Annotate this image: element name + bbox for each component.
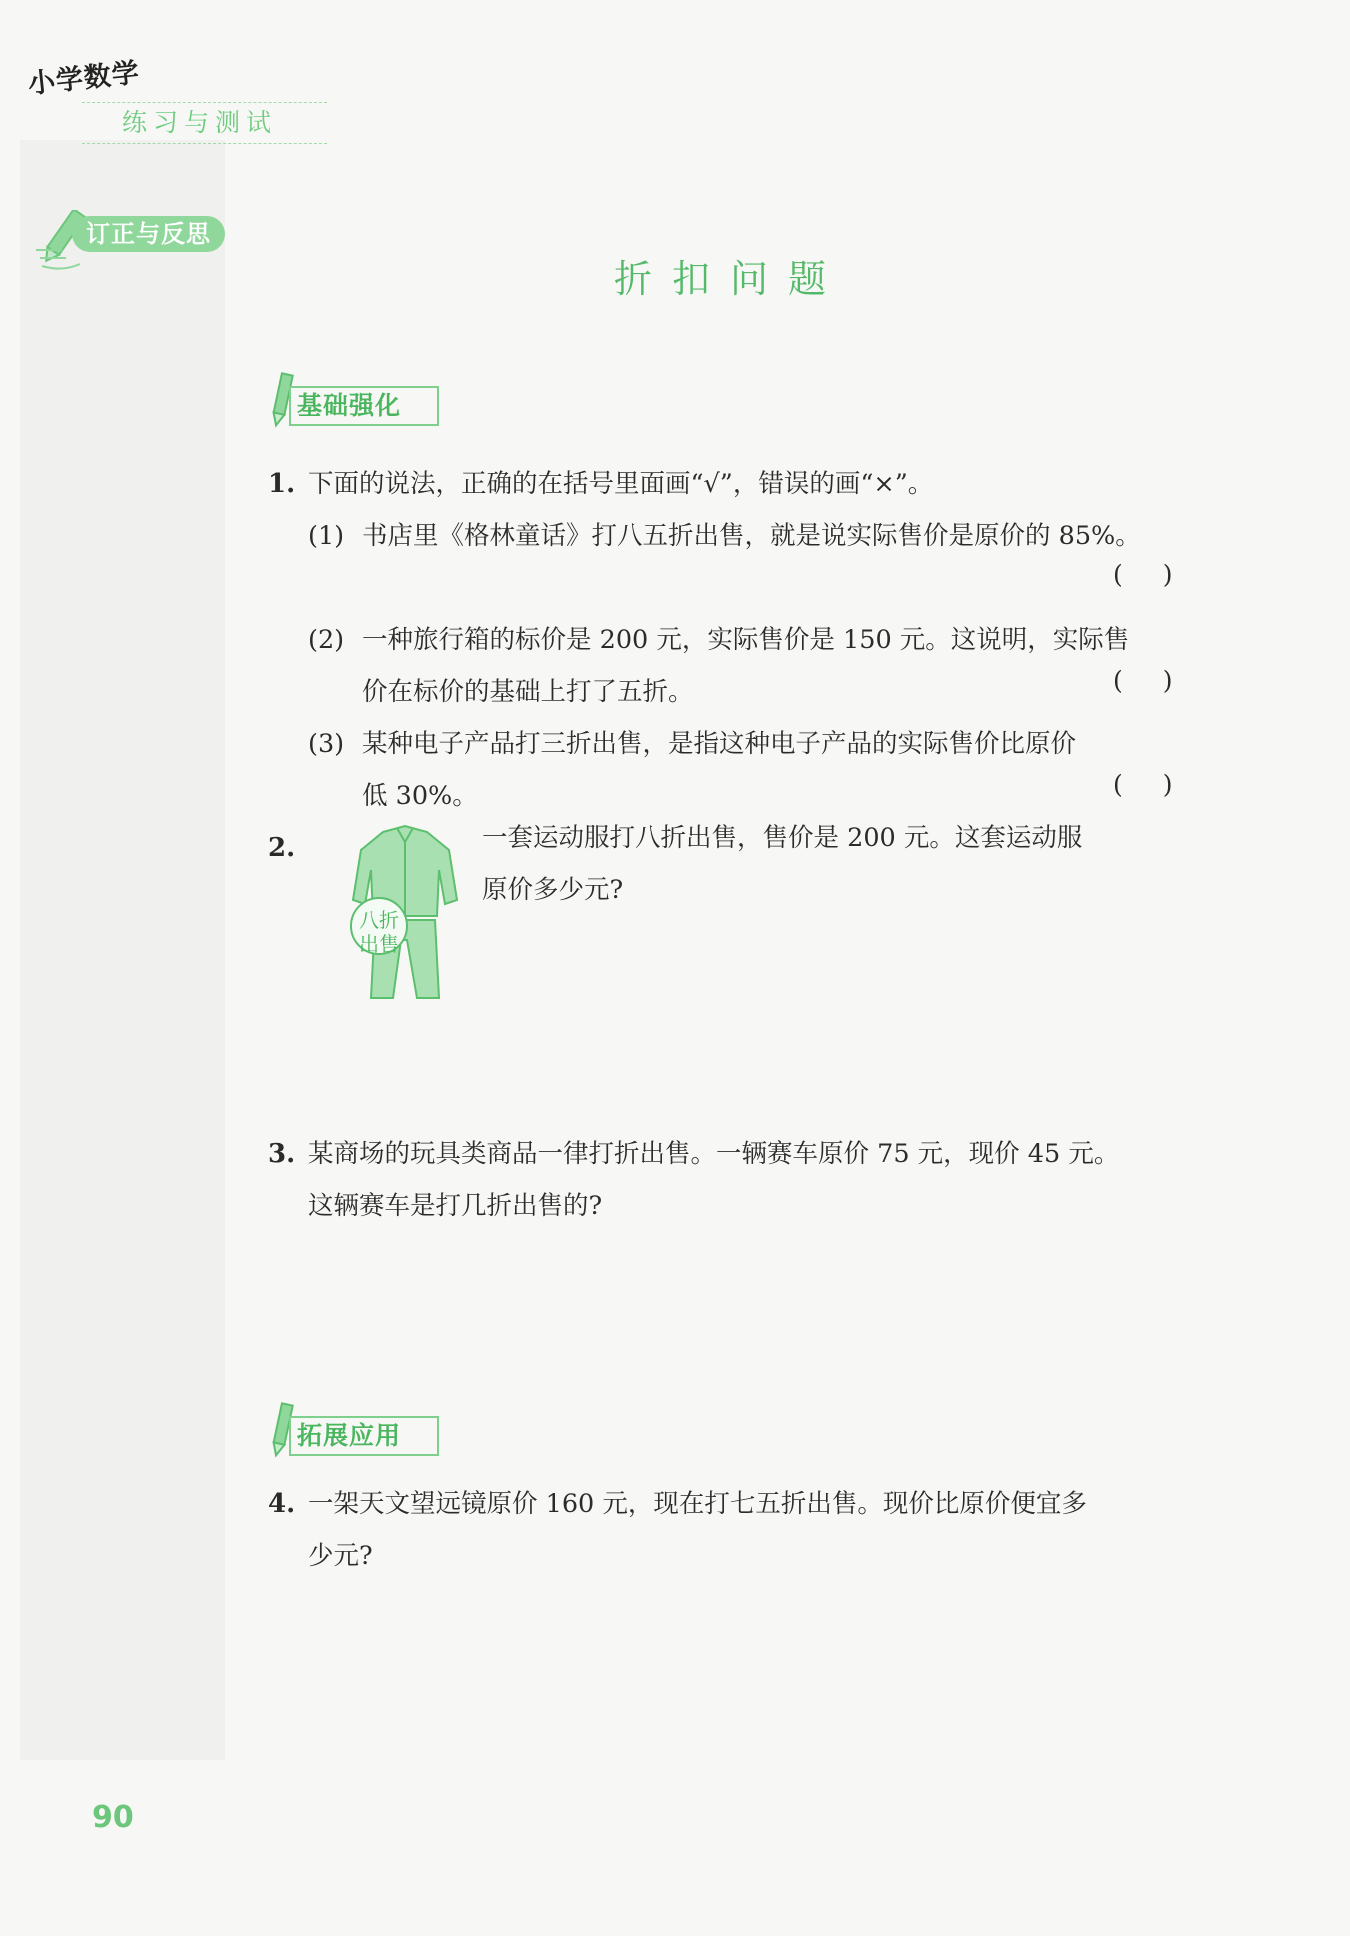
question-number: 4. — [268, 1489, 296, 1519]
sub-question-text: 价在标价的基础上打了五折。 — [362, 677, 694, 707]
sub-question-number: (2) — [308, 625, 345, 655]
sub-question-text: 某种电子产品打三折出售，是指这种电子产品的实际售价比原价 — [362, 729, 1077, 759]
reflection-label: 订正与反思 — [72, 216, 225, 252]
section-label: 拓展应用 — [289, 1416, 439, 1456]
discount-tag-line: 八折 — [359, 908, 399, 932]
page-number: 90 — [92, 1800, 134, 1835]
discount-tag-line: 出售 — [359, 932, 399, 956]
brand-subtitle: 练习与测试 — [82, 102, 327, 144]
question-text: 少元? — [308, 1541, 373, 1571]
question-text: 一架天文望远镜原价 160 元，现在打七五折出售。现价比原价便宜多 — [308, 1489, 1087, 1519]
question-number: 3. — [268, 1139, 296, 1169]
question-text: 原价多少元? — [482, 875, 624, 905]
question-number: 2. — [268, 833, 296, 863]
question-text: 某商场的玩具类商品一律打折出售。一辆赛车原价 75 元，现价 45 元。 — [308, 1139, 1120, 1169]
question-number: 1. — [268, 469, 296, 499]
reflection-margin-column — [20, 140, 225, 1760]
book-brand — [26, 57, 278, 137]
answer-bracket[interactable]: ( ) — [1113, 770, 1173, 799]
brand-title: 小学数学 — [26, 57, 142, 101]
page-title: 折扣问题 — [613, 257, 846, 301]
answer-bracket[interactable]: ( ) — [1113, 666, 1173, 695]
section-label: 基础强化 — [289, 386, 439, 426]
answer-bracket[interactable]: ( ) — [1113, 560, 1173, 589]
sub-question-text: 低 30%。 — [362, 781, 478, 811]
question-text: 这辆赛车是打几折出售的? — [308, 1191, 603, 1221]
sub-question-text: 书店里《格林童话》打八五折出售，就是说实际售价是原价的 85%。 — [362, 521, 1141, 551]
sub-question-number: (3) — [308, 729, 345, 759]
discount-tag — [355, 908, 403, 956]
question-stem: 下面的说法，正确的在括号里面画“√”，错误的画“×”。 — [308, 469, 934, 499]
sub-question-number: (1) — [308, 521, 345, 551]
sub-question-text: 一种旅行箱的标价是 200 元，实际售价是 150 元。这说明，实际售 — [362, 625, 1130, 655]
question-text: 一套运动服打八折出售，售价是 200 元。这套运动服 — [482, 823, 1083, 853]
